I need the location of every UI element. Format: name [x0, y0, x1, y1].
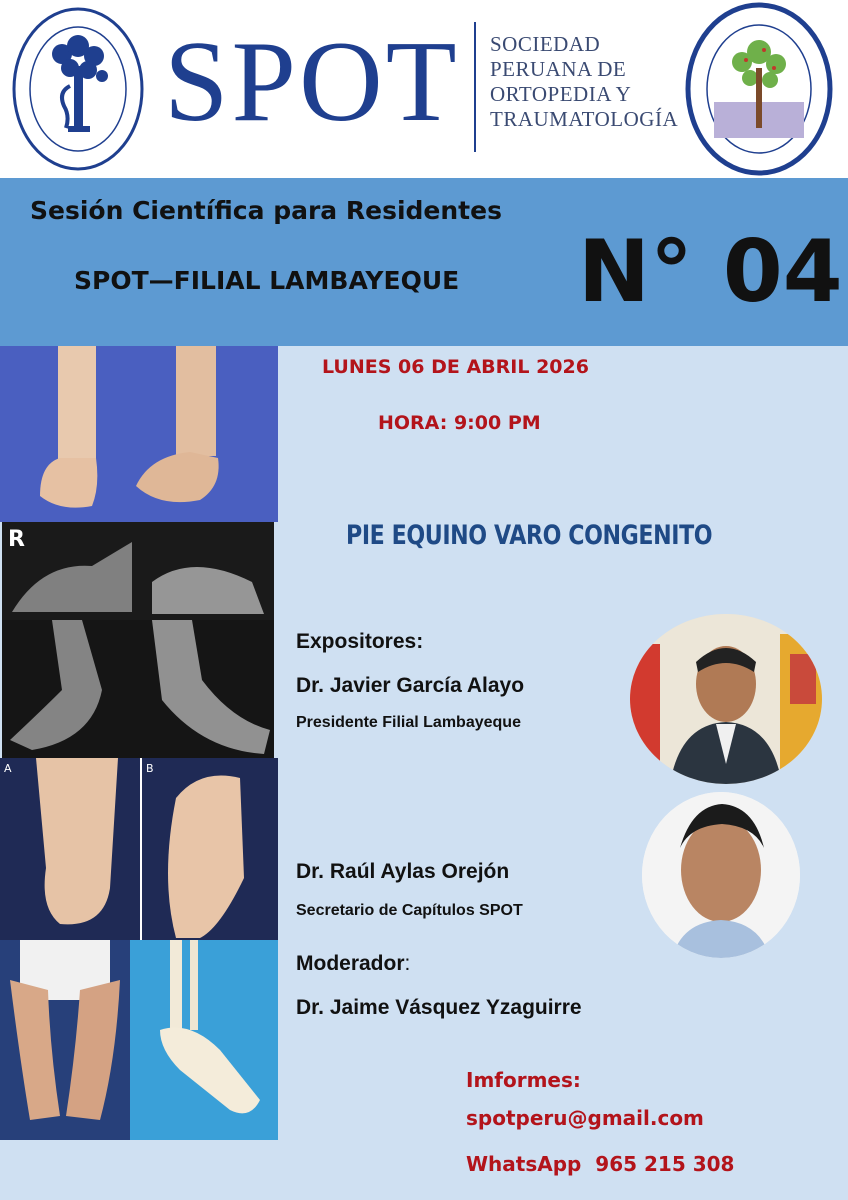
society-line: SOCIEDAD	[490, 32, 601, 56]
foot-xray-lateral-image	[2, 522, 274, 620]
speaker-avatar	[630, 614, 822, 784]
speaker-avatar	[642, 792, 800, 958]
baby-legs-photo	[0, 940, 130, 1140]
header-divider	[474, 22, 476, 152]
speaker-role: Presidente Filial Lambayeque	[296, 714, 521, 731]
foot-xray-oblique-image	[2, 620, 274, 758]
speaker-name: Dr. Javier García Alayo	[296, 674, 525, 697]
session-subtitle: SPOT—FILIAL LAMBAYEQUE	[74, 266, 460, 295]
panel-label-b: B	[146, 762, 154, 775]
society-line: ORTOPEDIA Y	[490, 82, 632, 106]
moderator-label-colon: :	[404, 952, 411, 975]
foot-skeleton-model-photo	[130, 940, 278, 1140]
contact-label: Imformes:	[466, 1068, 581, 1092]
society-line: PERUANA DE	[490, 57, 627, 81]
contact-email: spotperu@gmail.com	[466, 1106, 704, 1130]
speaker-name: Dr. Raúl Aylas Orejón	[296, 860, 510, 883]
session-title: Sesión Científica para Residentes	[30, 196, 502, 225]
society-line: TRAUMATOLOGÍA	[490, 107, 679, 131]
session-number: N° 04	[578, 222, 843, 322]
session-topic: PIE EQUINO VARO CONGENITO	[346, 520, 713, 551]
clubfoot-feet-photo	[0, 346, 278, 522]
brand-wordmark: SPOT	[164, 18, 460, 146]
event-date: LUNES 06 DE ABRIL 2026	[322, 356, 589, 378]
contact-whatsapp: WhatsApp 965 215 308	[466, 1152, 735, 1176]
event-time: HORA: 9:00 PM	[378, 412, 541, 434]
xray-marker-r: R	[8, 527, 25, 552]
spot-seal-logo	[10, 6, 146, 172]
speakers-label: Expositores:	[296, 630, 424, 653]
moderator-label-text: Moderador	[296, 952, 405, 975]
society-name	[490, 32, 678, 132]
moderator-label	[296, 952, 410, 976]
speaker-role: Secretario de Capítulos SPOT	[296, 902, 523, 919]
panel-label-a: A	[4, 762, 12, 775]
lambayeque-society-seal-logo	[684, 2, 834, 176]
moderator-name: Dr. Jaime Vásquez Yzaguirre	[296, 996, 582, 1019]
infant-foot-photo	[0, 758, 278, 940]
